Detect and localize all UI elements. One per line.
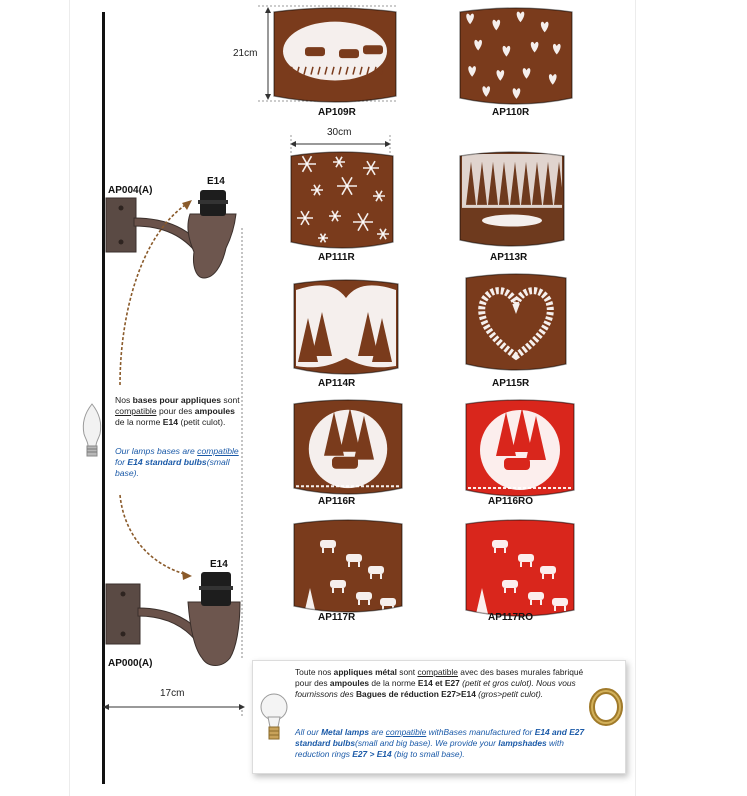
model-code-label: AP111R bbox=[318, 252, 355, 263]
width-label: 30cm bbox=[327, 127, 352, 138]
light-bulb-icon bbox=[74, 400, 110, 462]
compatibility-box bbox=[252, 660, 626, 774]
model-code-label: AP117RO bbox=[488, 612, 534, 623]
arrows bbox=[110, 195, 220, 585]
base-code-bottom: AP000(A) bbox=[108, 658, 153, 669]
base-code-top: AP004(A) bbox=[108, 185, 153, 196]
reduction-ring-icon bbox=[589, 687, 623, 727]
height-label: 21cm bbox=[233, 48, 258, 59]
model-code-label: AP113R bbox=[490, 252, 528, 263]
lampshade-ap115r bbox=[462, 272, 570, 372]
model-code-label: AP116RO bbox=[488, 496, 534, 507]
compatibility-text-fr: Toute nos appliques métal sont compatible avec des bases murales fabriqué pour des ampoules de la norme E14 et E27 (petit et gros culot). Nous vous fournissons des Bagues de réduction E27>E14 (gros>petit culot). bbox=[295, 667, 584, 699]
model-code-label: AP117R bbox=[318, 612, 356, 623]
lampshade-ap116r bbox=[290, 398, 406, 496]
lampshade-ap114r bbox=[290, 278, 402, 376]
compatibility-text-en: All our Metal lamps are compatible withBases manufactured for E14 and E27 standard bulbs(small and big base). We provide your lampshades with reduction rings E27 > E14 (big to small base). bbox=[295, 727, 585, 759]
model-code-label: AP110R bbox=[492, 107, 530, 118]
model-code-label: AP114R bbox=[318, 378, 356, 389]
lampshade-ap110r bbox=[456, 6, 576, 106]
lampshade-ap117r bbox=[290, 518, 406, 614]
bulb-note-fr: Nos bases pour appliques sont compatible pour des ampoules de la norme E14 (petit culot). bbox=[115, 395, 240, 427]
lampshade-ap116ro bbox=[462, 398, 578, 498]
base-width-label: 17cm bbox=[160, 688, 185, 699]
model-code-label: AP116R bbox=[318, 496, 356, 507]
light-bulb-icon bbox=[259, 689, 289, 747]
bulb-note-en: Our lamps bases are compatible for E14 standard bulbs(small base). bbox=[115, 446, 239, 478]
lampshade-ap117ro bbox=[462, 518, 578, 618]
lampshade-ap109r bbox=[270, 6, 400, 104]
model-code-label: AP115R bbox=[492, 378, 530, 389]
socket-label-bottom: E14 bbox=[210, 559, 228, 570]
lampshade-ap113r bbox=[456, 150, 568, 248]
model-code-label: AP109R bbox=[318, 107, 356, 118]
lampshade-ap111r bbox=[287, 150, 397, 250]
base-width-dimension bbox=[102, 700, 248, 714]
socket-label-top: E14 bbox=[207, 176, 225, 187]
